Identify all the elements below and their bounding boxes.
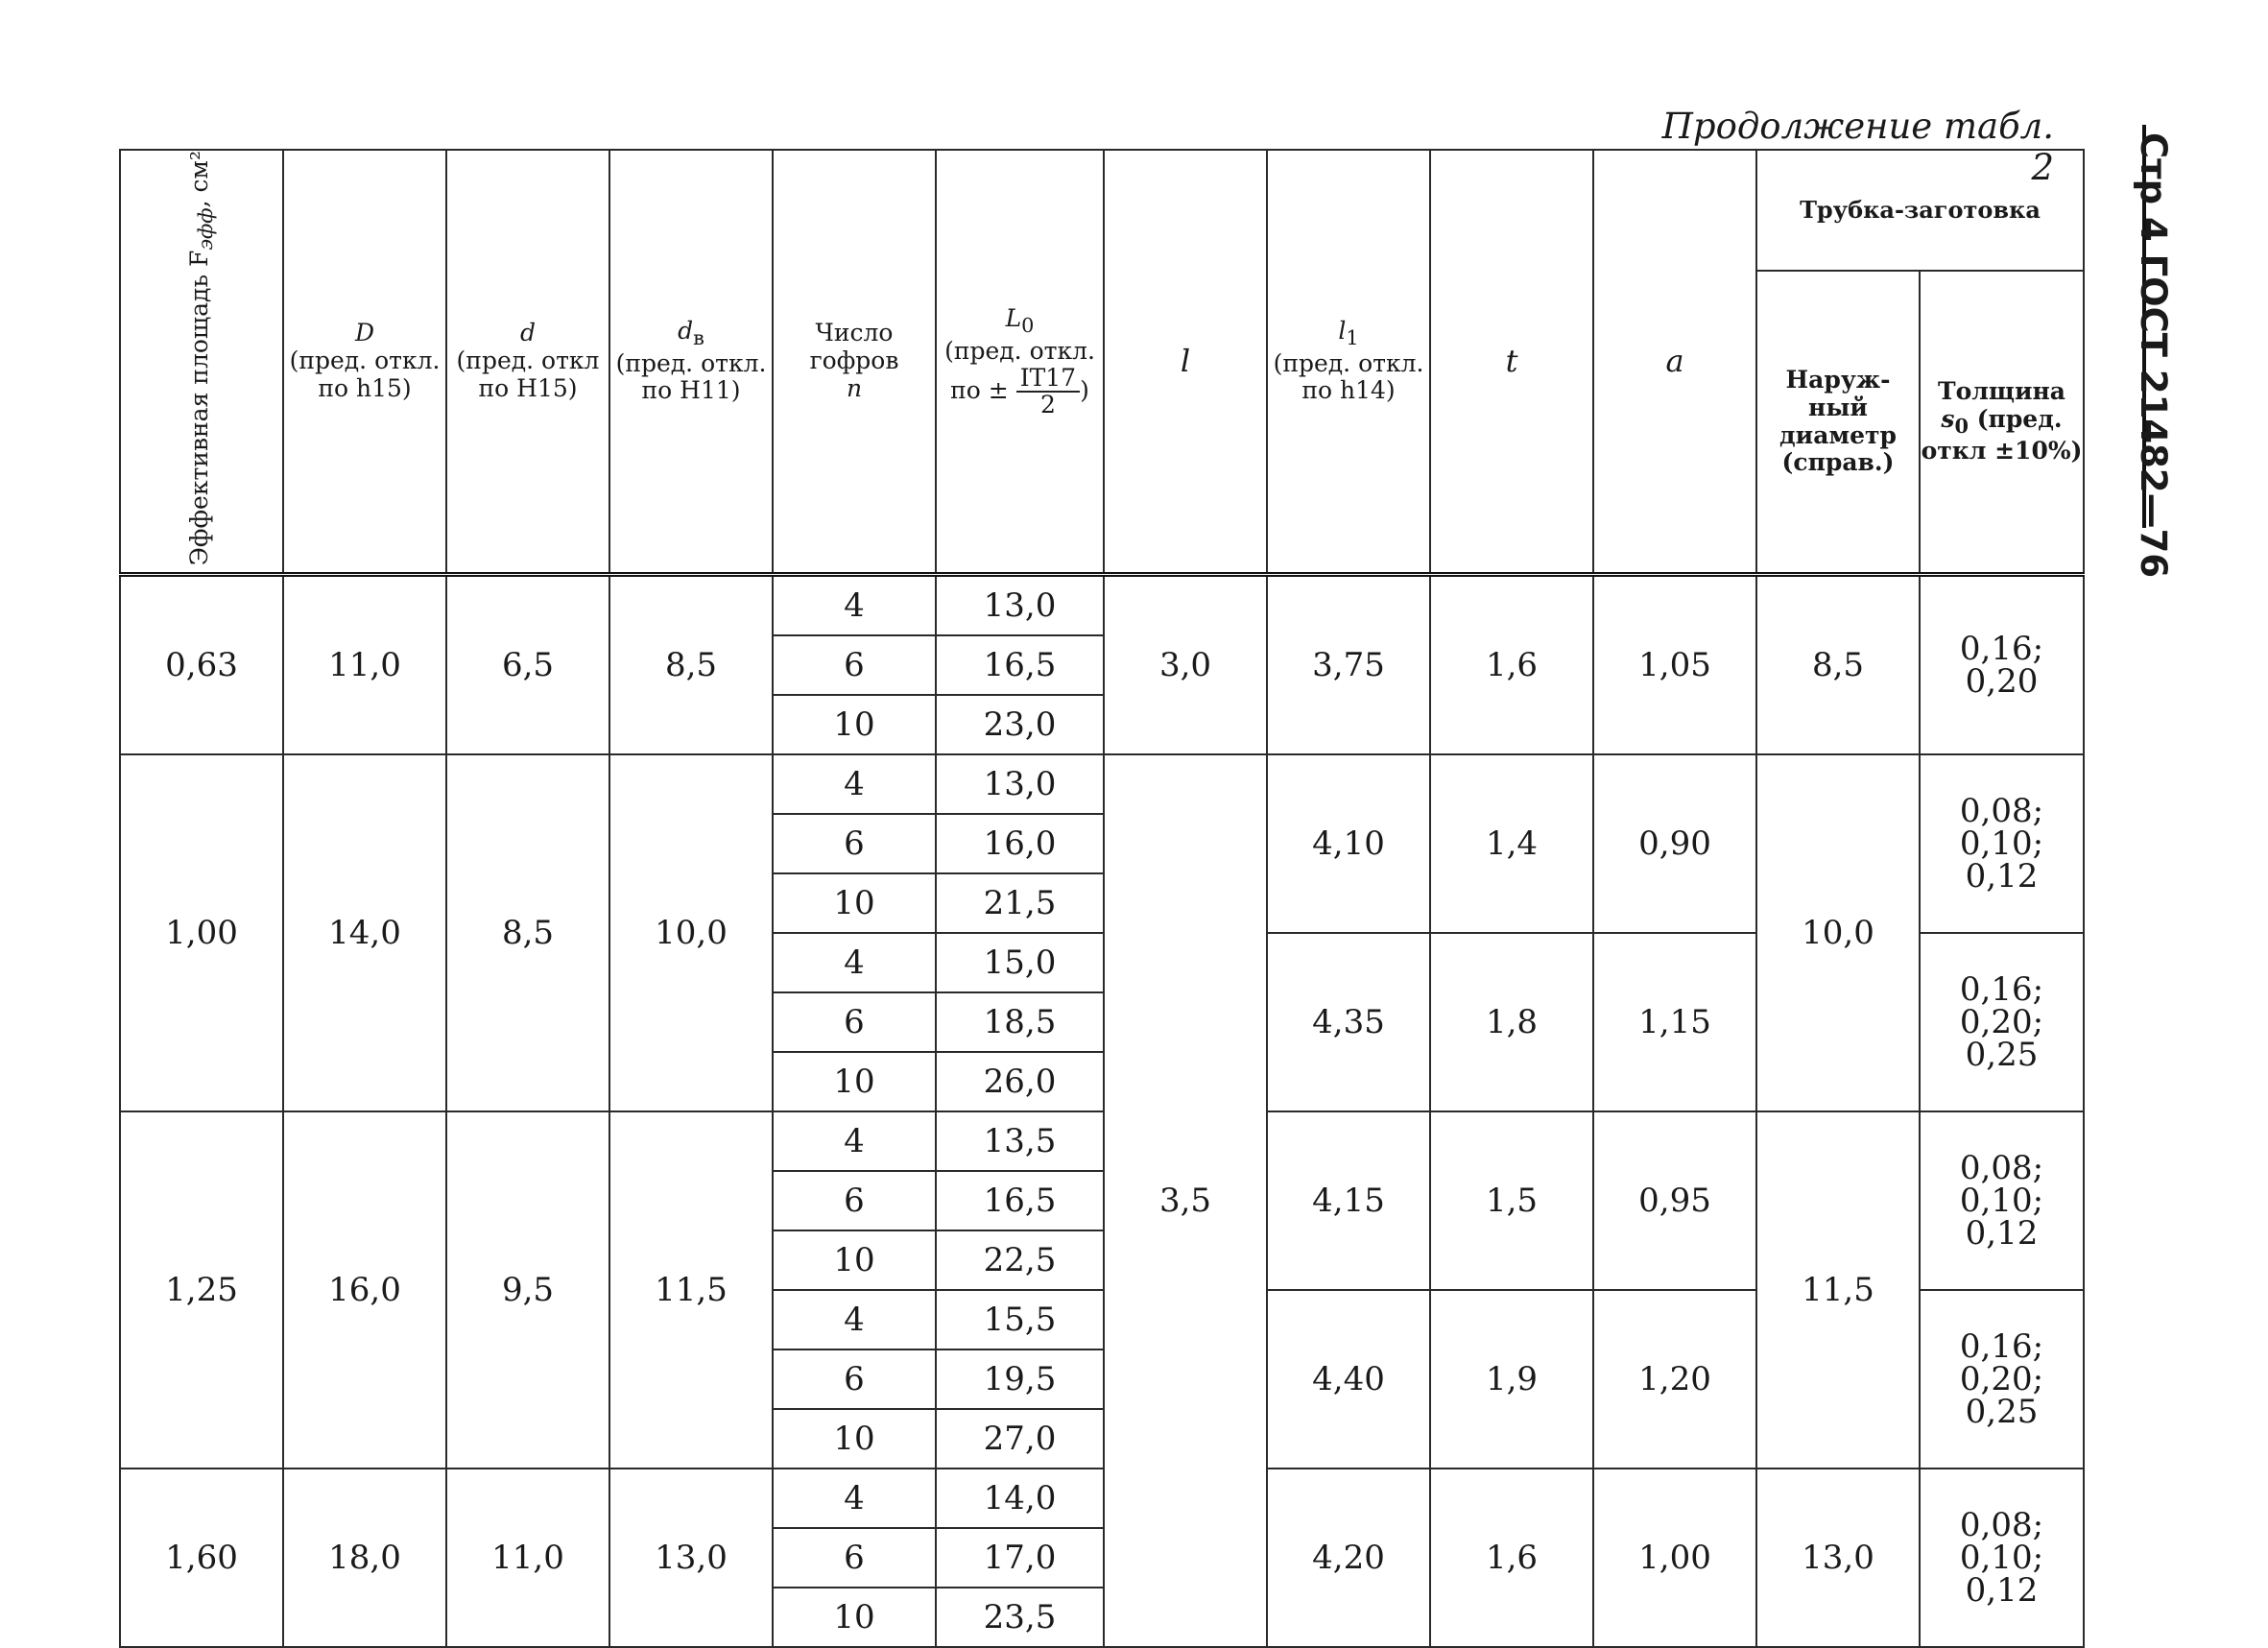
table-row <box>120 1469 2084 1528</box>
header-l: l <box>1104 150 1267 574</box>
cell-d: 8,5 <box>446 754 609 1111</box>
cell-L0: 17,0 <box>936 1528 1104 1588</box>
cell-thickness: 0,16; 0,20; 0,25 <box>1920 933 2084 1111</box>
cell-f-eff: 1,60 <box>120 1469 283 1647</box>
header-L0: $L_0$ (пред. откл. по ± $\frac{IT17}{2}$ ) <box>936 150 1104 574</box>
header-D: D (пред. откл. по h15) <box>283 150 446 574</box>
cell-d: 11,0 <box>446 1469 609 1647</box>
cell-n: 10 <box>773 1409 936 1469</box>
cell-D: 18,0 <box>283 1469 446 1647</box>
cell-dv: 11,5 <box>609 1111 773 1469</box>
cell-D: 16,0 <box>283 1111 446 1469</box>
cell-n: 4 <box>773 1290 936 1349</box>
side-page-note: Стр 4 ГОСТ 21482—76 <box>2133 132 2174 579</box>
cell-L0: 22,5 <box>936 1230 1104 1290</box>
cell-t: 1,5 <box>1430 1111 1593 1290</box>
cell-d: 6,5 <box>446 574 609 754</box>
cell-L0: 23,0 <box>936 695 1104 754</box>
cell-f-eff: 1,25 <box>120 1111 283 1469</box>
cell-dv: 13,0 <box>609 1469 773 1647</box>
cell-l1: 4,20 <box>1267 1469 1430 1647</box>
cell-n: 10 <box>773 1052 936 1111</box>
cell-t: 1,8 <box>1430 933 1593 1111</box>
cell-t: 1,6 <box>1430 1469 1593 1647</box>
header-l1: $l_1$ (пред. откл. по h14) <box>1267 150 1430 574</box>
cell-D: 11,0 <box>283 574 446 754</box>
cell-L0: 16,5 <box>936 635 1104 695</box>
cell-l1: 4,35 <box>1267 933 1430 1111</box>
cell-n: 4 <box>773 754 936 814</box>
header-a: a <box>1593 150 1756 574</box>
cell-thickness: 0,16; 0,20; 0,25 <box>1920 1290 2084 1469</box>
cell-n: 6 <box>773 814 936 873</box>
cell-n: 10 <box>773 1588 936 1647</box>
cell-thickness: 0,08; 0,10; 0,12 <box>1920 1469 2084 1647</box>
cell-a: 1,20 <box>1593 1290 1756 1469</box>
header-outer-diameter: Наруж- ный диаметр (справ.) <box>1756 271 1920 574</box>
cell-n: 6 <box>773 1171 936 1230</box>
cell-l1: 4,40 <box>1267 1290 1430 1469</box>
cell-outer-diameter: 8,5 <box>1756 574 1920 754</box>
cell-f-eff: 1,00 <box>120 754 283 1111</box>
cell-L0: 26,0 <box>936 1052 1104 1111</box>
cell-L0: 19,5 <box>936 1349 1104 1409</box>
cell-L0: 15,5 <box>936 1290 1104 1349</box>
table-body <box>120 574 2084 1647</box>
cell-n: 10 <box>773 873 936 933</box>
cell-L0: 13,0 <box>936 754 1104 814</box>
cell-l1: 4,15 <box>1267 1111 1430 1290</box>
cell-l1: 3,75 <box>1267 574 1430 754</box>
cell-L0: 13,0 <box>936 574 1104 635</box>
header-f-eff: Эффективная площадь $F_{эфф}$, см² <box>120 150 283 574</box>
cell-n: 10 <box>773 1230 936 1290</box>
cell-n: 4 <box>773 1111 936 1171</box>
cell-L0: 13,5 <box>936 1111 1104 1171</box>
cell-n: 4 <box>773 933 936 992</box>
cell-L0: 16,5 <box>936 1171 1104 1230</box>
cell-a: 0,90 <box>1593 754 1756 933</box>
cell-outer-diameter: 10,0 <box>1756 754 1920 1111</box>
cell-a: 1,00 <box>1593 1469 1756 1647</box>
cell-a: 1,05 <box>1593 574 1756 754</box>
header-t: t <box>1430 150 1593 574</box>
header-n: Число гофров n <box>773 150 936 574</box>
continuation-title: Продолжение табл. 2 <box>1661 106 2054 188</box>
cell-dv: 10,0 <box>609 754 773 1111</box>
cell-t: 1,6 <box>1430 574 1593 754</box>
bellows-table <box>119 149 2085 1648</box>
header-thickness: Толщина $s_0$ (пред. откл ±10%) <box>1920 271 2084 574</box>
cell-thickness: 0,08; 0,10; 0,12 <box>1920 1111 2084 1290</box>
cell-outer-diameter: 11,5 <box>1756 1111 1920 1469</box>
cell-n: 10 <box>773 695 936 754</box>
table-row <box>120 1111 2084 1171</box>
cell-L0: 21,5 <box>936 873 1104 933</box>
cell-L0: 15,0 <box>936 933 1104 992</box>
cell-l: 3,5 <box>1104 754 1267 1647</box>
table-row <box>120 574 2084 635</box>
header-dv: $d_в$ (пред. откл. по H11) <box>609 150 773 574</box>
cell-L0: 14,0 <box>936 1469 1104 1528</box>
cell-L0: 23,5 <box>936 1588 1104 1647</box>
cell-D: 14,0 <box>283 754 446 1111</box>
cell-l1: 4,10 <box>1267 754 1430 933</box>
cell-L0: 27,0 <box>936 1409 1104 1469</box>
cell-n: 6 <box>773 1528 936 1588</box>
cell-t: 1,4 <box>1430 754 1593 933</box>
cell-L0: 18,5 <box>936 992 1104 1052</box>
header-tube-group: Трубка-заготовка <box>1756 150 2084 271</box>
cell-t: 1,9 <box>1430 1290 1593 1469</box>
cell-f-eff: 0,63 <box>120 574 283 754</box>
cell-a: 1,15 <box>1593 933 1756 1111</box>
cell-n: 4 <box>773 1469 936 1528</box>
cell-outer-diameter: 13,0 <box>1756 1469 1920 1647</box>
cell-thickness: 0,16; 0,20 <box>1920 574 2084 754</box>
cell-l: 3,0 <box>1104 574 1267 754</box>
cell-a: 0,95 <box>1593 1111 1756 1290</box>
cell-n: 6 <box>773 1349 936 1409</box>
cell-L0: 16,0 <box>936 814 1104 873</box>
table-header <box>120 150 2084 574</box>
table-row <box>120 754 2084 814</box>
cell-n: 4 <box>773 574 936 635</box>
cell-n: 6 <box>773 992 936 1052</box>
cell-thickness: 0,08; 0,10; 0,12 <box>1920 754 2084 933</box>
cell-n: 6 <box>773 635 936 695</box>
cell-dv: 8,5 <box>609 574 773 754</box>
cell-d: 9,5 <box>446 1111 609 1469</box>
header-d: d (пред. откл по H15) <box>446 150 609 574</box>
